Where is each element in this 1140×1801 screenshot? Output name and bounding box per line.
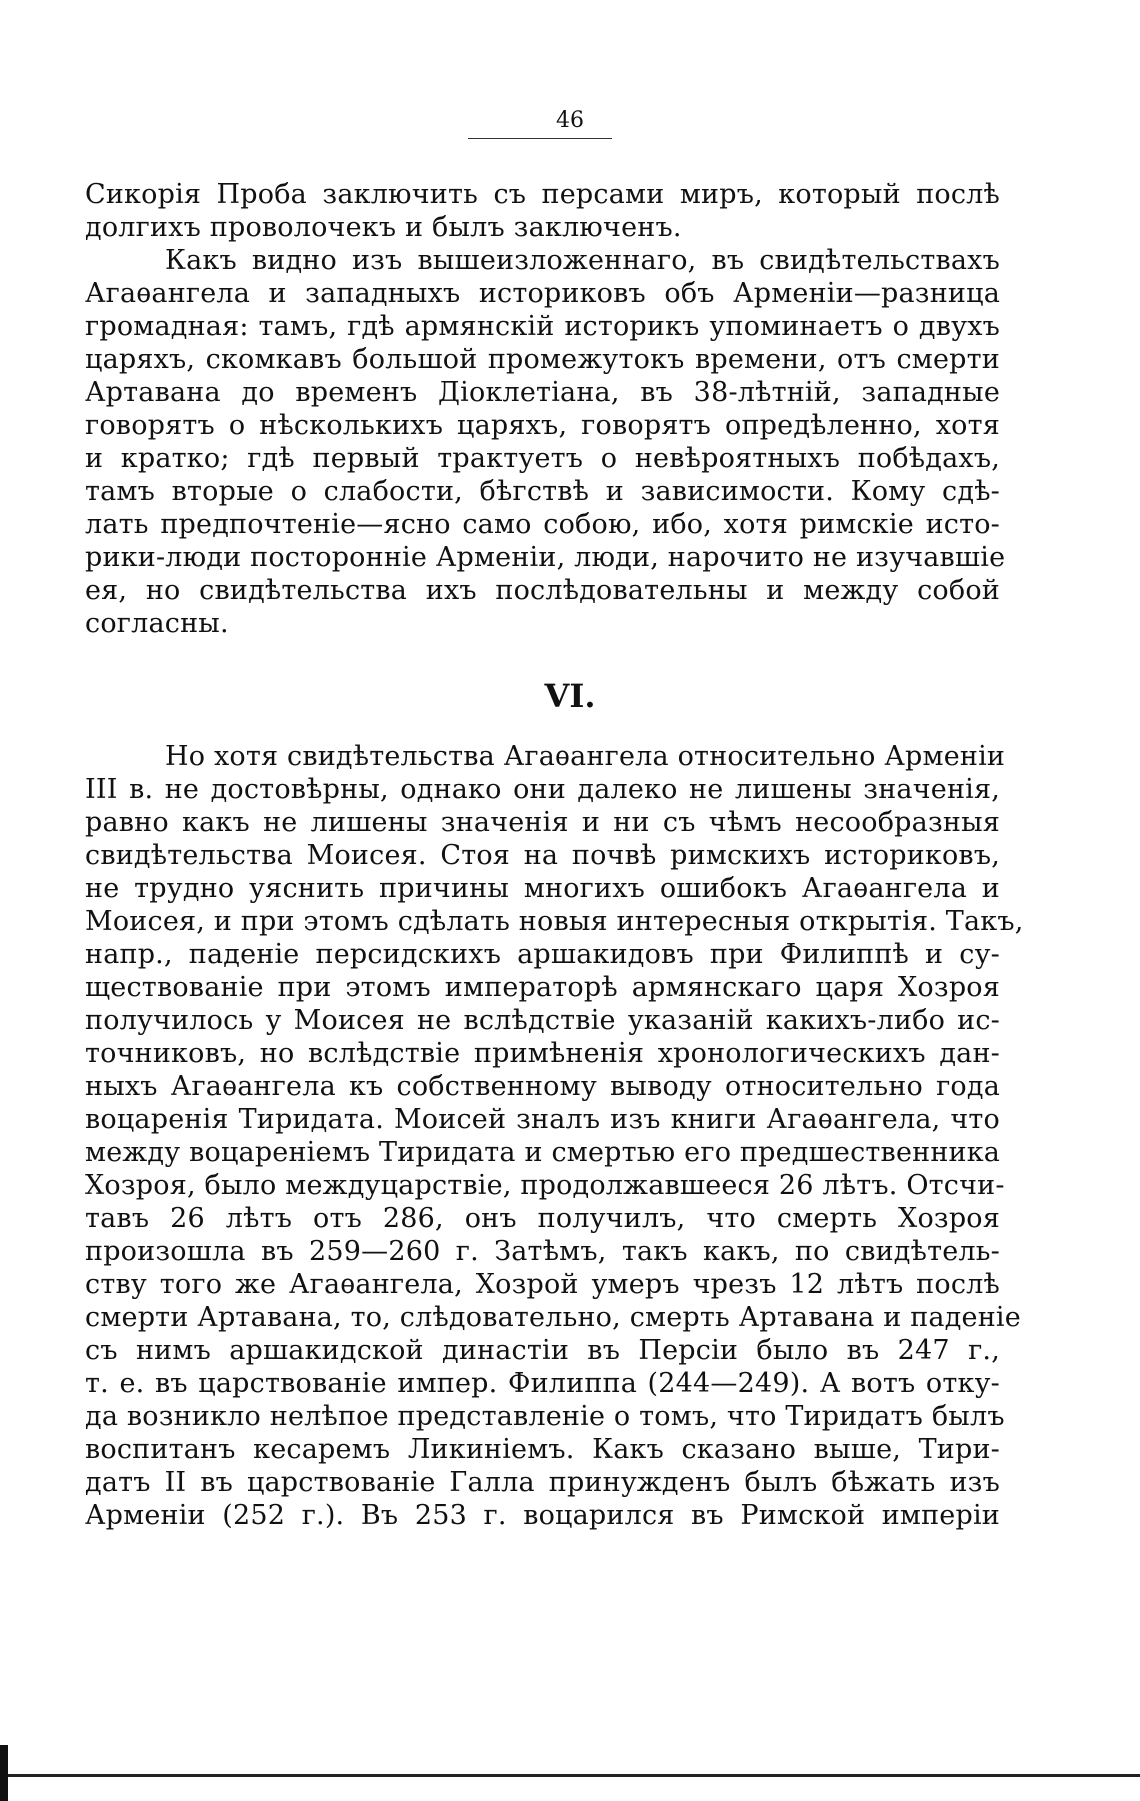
paragraph-3-line: да возникло нелѣпое представленіе о томъ, что Тиридатъ былъ: [85, 1401, 1005, 1432]
paragraph-2-line: согласны.: [85, 608, 229, 639]
paragraph-3-line: воцаренія Тиридата. Моисей зналъ изъ книги Агаѳангела, что: [85, 1104, 1000, 1135]
paragraph-3-line: свидѣтельства Моисея. Стоя на почвѣ римскихъ историковъ,: [85, 840, 1000, 871]
paragraph-2-line: лать предпочтеніе—ясно само собою, ибо, хотя римскіе исто-: [85, 509, 1000, 540]
paragraph-3-line: получилось у Моисея не вслѣдствіе указаній какихъ-либо ис-: [85, 1005, 1000, 1036]
paragraph-3-line: ству того же Агаѳангела, Хозрой умеръ чрезъ 12 лѣтъ послѣ: [85, 1269, 1000, 1300]
paragraph-3-line: напр., паденіе персидскихъ аршакидовъ при Филиппѣ и су-: [85, 939, 1000, 970]
paragraph-2-line: Агаѳангела и западныхъ историковъ объ Арменіи—разница: [85, 278, 1000, 309]
paragraph-2-line: царяхъ, скомкавъ большой промежутокъ времени, отъ смерти: [85, 344, 1000, 375]
paragraph-3-line: воспитанъ кесаремъ Ликиніемъ. Какъ сказано выше, Тири-: [85, 1434, 1000, 1465]
paragraph-2-line: Какъ видно изъ вышеизложеннаго, въ свидѣтельствахъ: [165, 245, 1000, 276]
paragraph-3-line: Но хотя свидѣтельства Агаѳангела относительно Арменіи: [165, 741, 1006, 772]
paragraph-3-line: съ нимъ аршакидской династіи въ Персіи было въ 247 г.,: [85, 1335, 1000, 1366]
paragraph-3-line: не трудно уяснить причины многихъ ошибокъ Агаѳангела и: [85, 873, 1000, 904]
paragraph-2-line: рики-люди посторонніе Арменіи, люди, нарочито не изучавшіе: [85, 542, 1006, 573]
paragraph-3-line: произошла въ 259—260 г. Затѣмъ, такъ какъ, по свидѣтель-: [85, 1236, 1000, 1267]
paragraph-3-line: ныхъ Агаѳангела къ собственному выводу относительно года: [85, 1071, 1000, 1102]
paragraph-2-line: громадная: тамъ, гдѣ армянскій историкъ упоминаетъ о двухъ: [85, 311, 1000, 342]
page-number-rule: [468, 138, 612, 139]
paragraph-2-line: тамъ вторые о слабости, бѣгствѣ и зависимости. Кому сдѣ-: [85, 476, 1000, 507]
section-title: VI.: [544, 677, 596, 715]
paragraph-3-line: III в. не достовѣрны, однако они далеко не лишены значенія,: [85, 774, 1000, 805]
paragraph-3-line: ществованіе при этомъ императорѣ армянскаго царя Хозроя: [85, 972, 1000, 1003]
paragraph-3-line: тавъ 26 лѣтъ отъ 286, онъ получилъ, что смерть Хозроя: [85, 1203, 1000, 1234]
paragraph-1-line: долгихъ проволочекъ и былъ заключенъ.: [85, 212, 682, 243]
bottom-rule: [0, 1774, 1140, 1777]
paragraph-3-line: Моисея, и при этомъ сдѣлать новыя интересныя открытія. Такъ,: [85, 906, 1024, 937]
paragraph-2-line: ея, но свидѣтельства ихъ послѣдовательны и между собой: [85, 575, 1000, 606]
paragraph-3-line: равно какъ не лишены значенія и ни съ чѣмъ несообразныя: [85, 807, 1000, 838]
paragraph-3-line: Арменіи (252 г.). Въ 253 г. воцарился въ Римской имперіи: [85, 1500, 1000, 1531]
paragraph-2-line: говорятъ о нѣсколькихъ царяхъ, говорятъ опредѣленно, хотя: [85, 410, 1000, 441]
paragraph-2-line: Артавана до временъ Діоклетіана, въ 38-лѣтній, западные: [85, 377, 1000, 408]
edge-mark: [0, 1745, 8, 1801]
paragraph-3: [85, 740, 1024, 1532]
paragraph-2: [85, 244, 1006, 640]
paragraph-3-line: между воцареніемъ Тиридата и смертью его предшественника: [85, 1137, 1001, 1168]
paragraph-3-line: смерти Артавана, то, слѣдовательно, смерть Артавана и паденіе: [85, 1302, 1021, 1333]
paragraph-3-line: т. е. въ царствованіе импер. Филиппа (244—249). А вотъ отку-: [85, 1368, 1000, 1399]
paragraph-1: [85, 178, 1000, 244]
paragraph-2-line: и кратко; гдѣ первый трактуетъ о невѣроятныхъ побѣдахъ,: [85, 443, 1000, 474]
paragraph-3-line: датъ II въ царствованіе Галла принужденъ былъ бѣжать изъ: [85, 1467, 1000, 1498]
paragraph-1-line: Сикорія Проба заключить съ персами миръ, который послѣ: [85, 179, 1000, 210]
page-number: 46: [556, 108, 584, 133]
paragraph-3-line: точниковъ, но вслѣдствіе примѣненія хронологическихъ дан-: [85, 1038, 1000, 1069]
paragraph-3-line: Хозроя, было междуцарствіе, продолжавшееся 26 лѣтъ. Отсчи-: [85, 1170, 1005, 1201]
